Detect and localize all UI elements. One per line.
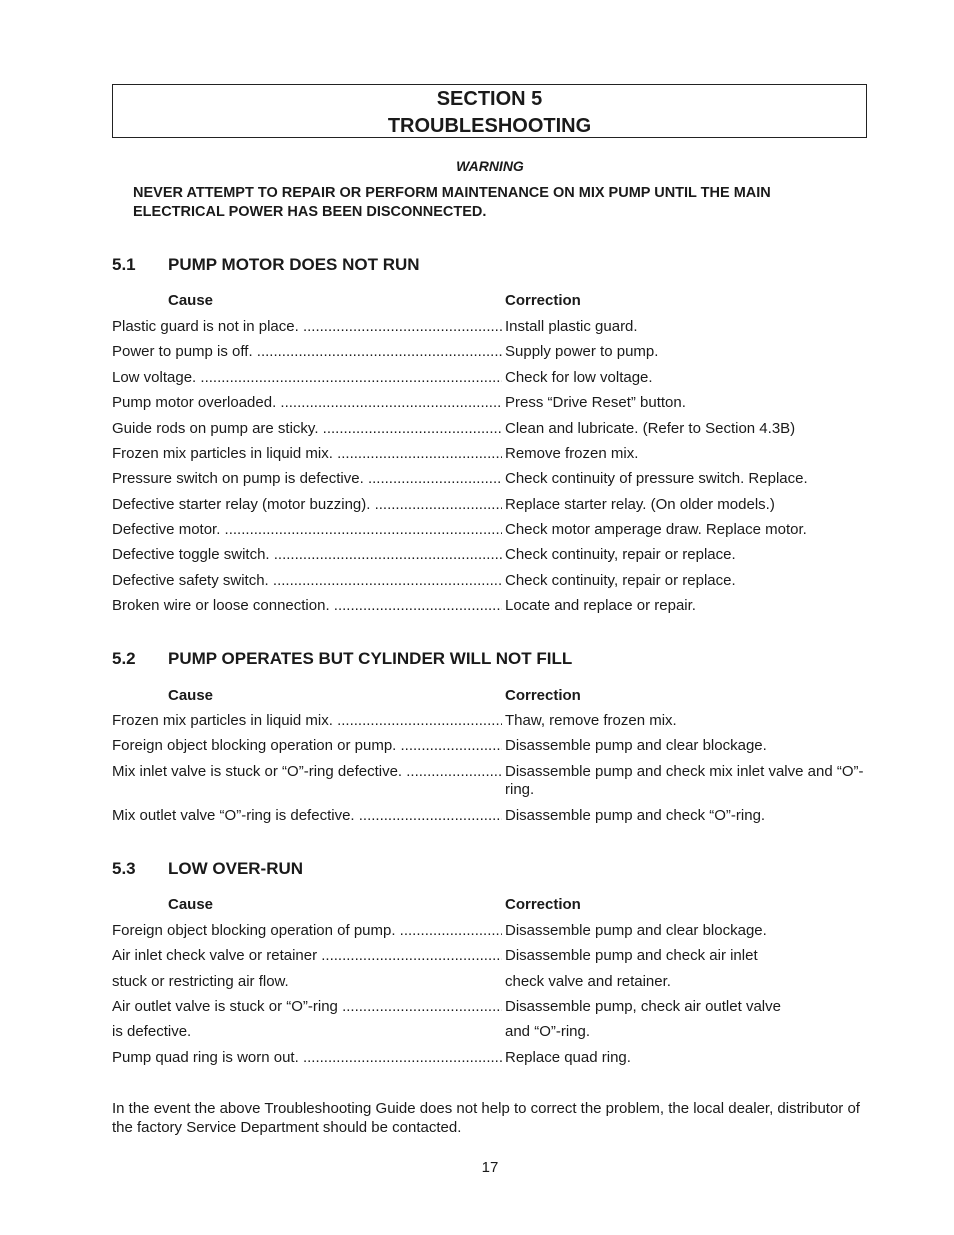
cause-text: Low voltage. ..... xyxy=(112,369,502,387)
section-heading-5-1 xyxy=(112,255,420,275)
correction-text: and “O”-ring. xyxy=(505,1023,591,1040)
correction-text: Disassemble pump and clear blockage. xyxy=(505,737,767,754)
correction-text: Check for low voltage. xyxy=(505,369,653,386)
cause-text: Mix inlet valve is stuck or “O”-ring defective. ..... xyxy=(112,763,502,781)
cause-text: is defective. xyxy=(112,1023,192,1040)
cause-text: Frozen mix particles in liquid mix. ..... xyxy=(112,445,502,463)
correction-text: Check continuity, repair or replace. xyxy=(505,546,736,563)
cause-column-header: Cause xyxy=(168,687,214,704)
cause-text: Defective motor. ..... xyxy=(112,521,502,539)
correction-text: Locate and replace or repair. xyxy=(505,597,696,614)
section-number-title: SECTION 5 xyxy=(436,88,543,110)
cause-text: stuck or restricting air flow. xyxy=(112,973,289,990)
correction-column-header: Correction xyxy=(505,292,581,309)
section-number: 5.3 xyxy=(112,859,136,878)
correction-text: Remove frozen mix. xyxy=(505,445,639,462)
section-title: PUMP OPERATES BUT CYLINDER WILL NOT FILL xyxy=(168,649,573,668)
correction-text: check valve and retainer. xyxy=(505,973,671,990)
cause-text: Broken wire or loose connection. ..... xyxy=(112,597,502,615)
correction-column-header: Correction xyxy=(505,896,581,913)
cause-text: Pump motor overloaded. ..... xyxy=(112,394,502,412)
section-number: 5.1 xyxy=(112,255,136,274)
warning-text: NEVER ATTEMPT TO REPAIR OR PERFORM MAINTENANCE ON MIX PUMP UNTIL THE MAIN ELECTRICAL POWER HAS BEEN DISCONNECTED. xyxy=(133,185,771,220)
cause-text: Pump quad ring is worn out. ..... xyxy=(112,1049,502,1067)
warning-heading: WARNING xyxy=(456,158,524,174)
correction-text: Install plastic guard. xyxy=(505,318,638,335)
cause-text: Guide rods on pump are sticky. ..... xyxy=(112,420,502,438)
correction-text: Disassemble pump, check air outlet valve xyxy=(505,998,781,1015)
cause-text: Mix outlet valve “O”-ring is defective. ..... xyxy=(112,807,502,825)
section-title: LOW OVER-RUN xyxy=(168,859,304,878)
correction-text: Supply power to pump. xyxy=(505,343,659,360)
correction-text: Clean and lubricate. (Refer to Section 4.3B) xyxy=(505,420,796,437)
section-number: 5.2 xyxy=(112,649,136,668)
correction-text: Disassemble pump and check mix inlet valve and “O”-ring. xyxy=(505,763,864,798)
cause-text: Air outlet valve is stuck or “O”-ring ..... xyxy=(112,998,502,1016)
section-name-title: TROUBLESHOOTING xyxy=(387,115,592,137)
correction-text: Press “Drive Reset” button. xyxy=(505,394,686,411)
correction-text: Replace quad ring. xyxy=(505,1049,631,1066)
correction-text: Disassemble pump and clear blockage. xyxy=(505,922,767,939)
correction-text: Disassemble pump and check “O”-ring. xyxy=(505,807,766,824)
cause-text: Frozen mix particles in liquid mix. ..... xyxy=(112,712,502,730)
correction-text: Check continuity, repair or replace. xyxy=(505,572,736,589)
cause-text: Power to pump is off. ..... xyxy=(112,343,502,361)
correction-text: Thaw, remove frozen mix. xyxy=(505,712,677,729)
cause-text: Plastic guard is not in place. ..... xyxy=(112,318,502,336)
section-heading-5-2 xyxy=(112,649,572,669)
section-title: PUMP MOTOR DOES NOT RUN xyxy=(168,255,420,274)
footer-note: In the event the above Troubleshooting Guide does not help to correct the problem, the local dealer, distributor of the factory Service Department should be contacted. xyxy=(112,1100,860,1136)
cause-text: Foreign object blocking operation of pump. ..... xyxy=(112,922,502,940)
correction-text: Check continuity of pressure switch. Replace. xyxy=(505,470,808,487)
correction-column-header: Correction xyxy=(505,687,581,704)
cause-text: Foreign object blocking operation or pump. ..... xyxy=(112,737,502,755)
section-heading-5-3 xyxy=(112,859,303,879)
cause-column-header: Cause xyxy=(168,292,214,309)
cause-text: Defective starter relay (motor buzzing). ..... xyxy=(112,496,502,514)
cause-text: Pressure switch on pump is defective. ..... xyxy=(112,470,502,488)
cause-column-header: Cause xyxy=(168,896,214,913)
cause-text: Air inlet check valve or retainer ..... xyxy=(112,947,502,965)
correction-text: Disassemble pump and check air inlet xyxy=(505,947,758,964)
page-number: 17 xyxy=(481,1159,499,1176)
section-title-box xyxy=(112,84,867,138)
correction-text: Check motor amperage draw. Replace motor. xyxy=(505,521,807,538)
cause-text: Defective toggle switch. ..... xyxy=(112,546,502,564)
cause-text: Defective safety switch. ..... xyxy=(112,572,502,590)
correction-text: Replace starter relay. (On older models.) xyxy=(505,496,775,513)
